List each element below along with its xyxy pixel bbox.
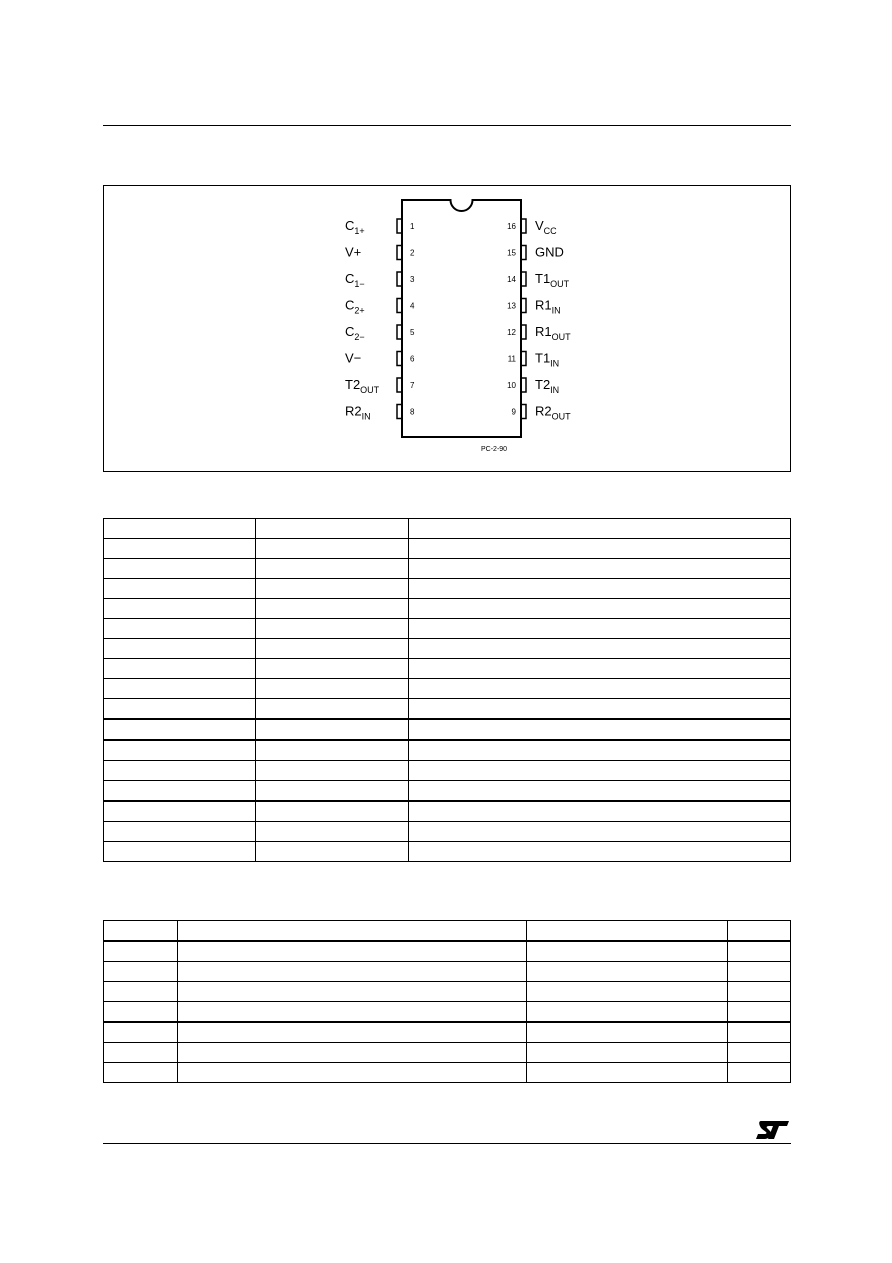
pin-lead [521, 405, 526, 419]
table-row [104, 1063, 791, 1083]
table-cell [256, 740, 409, 761]
table-cell [178, 941, 527, 962]
pin-number: 7 [410, 381, 415, 390]
table-cell [178, 1063, 527, 1083]
pin-number: 4 [410, 301, 415, 311]
table-cell [409, 539, 791, 559]
table-cell [527, 1002, 728, 1023]
table-cell [256, 539, 409, 559]
table-cell [409, 579, 791, 599]
pin-lead [397, 405, 402, 419]
pin-lead [397, 378, 402, 392]
ic-package-drawing [104, 186, 790, 471]
table-cell [409, 822, 791, 842]
pin-number: 14 [507, 275, 516, 284]
table-cell [728, 1002, 791, 1023]
table-cell [256, 599, 409, 619]
table-cell [104, 740, 256, 761]
table-cell [728, 1022, 791, 1043]
table-cell [256, 781, 409, 802]
pin-number: 8 [410, 407, 415, 417]
table-cell [256, 719, 409, 740]
table-row [104, 659, 791, 679]
pin-label: $R2_{OUT}$ [535, 403, 571, 422]
table-cell [178, 921, 527, 942]
table-row [104, 679, 791, 699]
table-cell [104, 639, 256, 659]
pin-lead [397, 219, 402, 233]
table-cell [256, 842, 409, 862]
table-cell [409, 659, 791, 679]
pin-lead [397, 325, 402, 339]
table-cell [104, 719, 256, 740]
table-cell [104, 842, 256, 862]
table-cell [256, 619, 409, 639]
pin-label: V− [345, 350, 362, 366]
pin-label: GND [535, 244, 564, 260]
table-row [104, 801, 791, 822]
pin-label: $R1_{OUT}$ [535, 324, 571, 342]
pin-lead [521, 299, 526, 313]
table-cell [409, 559, 791, 579]
table-row [104, 579, 791, 599]
table-cell [104, 699, 256, 720]
pin-label: $T1_{IN}$ [535, 350, 560, 369]
table-cell [104, 579, 256, 599]
pin-connection-diagram [103, 185, 791, 472]
pin-number: 6 [410, 354, 415, 364]
table-cell [104, 519, 256, 539]
pin-label: $R1_{IN}$ [535, 297, 561, 316]
table-cell [256, 579, 409, 599]
table-row [104, 982, 791, 1002]
table-cell [104, 781, 256, 802]
diagram-caption: PC-2-90 [481, 446, 508, 453]
pin-label: $T2_{IN}$ [535, 377, 560, 395]
table-row [104, 699, 791, 720]
table-cell [728, 1063, 791, 1083]
pin-lead [521, 272, 526, 286]
pin-label: V+ [345, 244, 362, 260]
table-cell [409, 842, 791, 862]
table-cell [104, 599, 256, 619]
header-rule [103, 125, 791, 126]
pin-lead [521, 246, 526, 260]
pin-lead [521, 378, 526, 392]
table-cell [527, 1063, 728, 1083]
table-cell [256, 761, 409, 781]
pin-number: 13 [507, 301, 516, 311]
footer-rule [103, 1143, 791, 1144]
pin-lead [521, 352, 526, 366]
table-cell [104, 539, 256, 559]
table-row [104, 761, 791, 781]
table-cell [104, 1063, 178, 1083]
pin-lead [397, 352, 402, 366]
absolute-maximum-ratings-table [103, 920, 791, 1083]
pin-label: $C_{2-}$ [345, 324, 365, 342]
table-row [104, 539, 791, 559]
table-cell [409, 679, 791, 699]
table-cell [104, 801, 256, 822]
pin-number: 16 [507, 222, 516, 231]
pin-lead [397, 246, 402, 260]
table-cell [178, 1022, 527, 1043]
table-row [104, 519, 791, 539]
pin-number: 15 [507, 248, 516, 258]
table-cell [527, 1043, 728, 1063]
table-cell [409, 619, 791, 639]
table-cell [728, 941, 791, 962]
table-cell [104, 941, 178, 962]
pin-lead [397, 299, 402, 313]
table-cell [728, 1043, 791, 1063]
table-cell [104, 679, 256, 699]
pin-number: 12 [507, 328, 516, 337]
table-cell [104, 1002, 178, 1023]
table-cell [728, 921, 791, 942]
table-cell [409, 699, 791, 720]
table-cell [527, 921, 728, 942]
table-cell [256, 679, 409, 699]
pin-label: $T2_{OUT}$ [345, 377, 380, 395]
table-cell [104, 1022, 178, 1043]
pin-label: $R2_{IN}$ [345, 403, 371, 422]
table-cell [104, 659, 256, 679]
table-cell [409, 639, 791, 659]
table-cell [104, 559, 256, 579]
table-cell [728, 982, 791, 1002]
table-row [104, 559, 791, 579]
table-cell [104, 761, 256, 781]
pin-lead [521, 219, 526, 233]
pin-label: $C_{1+}$ [345, 218, 365, 236]
pin-description-table [103, 518, 791, 862]
table-cell [256, 822, 409, 842]
table-row [104, 719, 791, 740]
pin-number: 10 [507, 381, 516, 390]
table-cell [104, 619, 256, 639]
table-row [104, 822, 791, 842]
table-cell [527, 1022, 728, 1043]
table-row [104, 842, 791, 862]
pin-number: 5 [410, 328, 415, 337]
table-cell [527, 962, 728, 982]
pin-number: 1 [410, 222, 415, 231]
table-cell [256, 639, 409, 659]
table-cell [178, 962, 527, 982]
table-cell [527, 941, 728, 962]
pin-label: $C_{1-}$ [345, 271, 365, 289]
ic-body [402, 200, 521, 437]
table-cell [178, 1002, 527, 1023]
table-row [104, 921, 791, 942]
table-cell [409, 740, 791, 761]
pin-number: 3 [410, 275, 415, 284]
table-row [104, 1022, 791, 1043]
table-cell [256, 519, 409, 539]
table-cell [409, 719, 791, 740]
table-row [104, 639, 791, 659]
pin-label: $V_{CC}$ [535, 218, 557, 236]
pin-number: 9 [511, 407, 516, 417]
table-row [104, 941, 791, 962]
st-logo-icon [755, 1118, 791, 1142]
table-row [104, 599, 791, 619]
table-cell [409, 761, 791, 781]
table-cell [178, 982, 527, 1002]
table-cell [256, 559, 409, 579]
table-cell [409, 801, 791, 822]
pin-label: $T1_{OUT}$ [535, 271, 570, 289]
table-cell [409, 599, 791, 619]
pin-number: 11 [507, 354, 516, 364]
table-cell [104, 982, 178, 1002]
table-row [104, 619, 791, 639]
pin-lead [521, 325, 526, 339]
table-cell [178, 1043, 527, 1063]
table-row [104, 1002, 791, 1023]
pin-number: 2 [410, 248, 415, 258]
pin-lead [397, 272, 402, 286]
table-cell [527, 982, 728, 1002]
table-cell [728, 962, 791, 982]
table-cell [104, 822, 256, 842]
pin-label: $C_{2+}$ [345, 297, 365, 316]
table-cell [409, 781, 791, 802]
table-cell [256, 699, 409, 720]
table-cell [256, 801, 409, 822]
table-row [104, 1043, 791, 1063]
table-row [104, 740, 791, 761]
table-cell [104, 1043, 178, 1063]
table-cell [256, 659, 409, 679]
table-cell [104, 921, 178, 942]
table-cell [104, 962, 178, 982]
table-row [104, 962, 791, 982]
table-cell [409, 519, 791, 539]
table-row [104, 781, 791, 802]
